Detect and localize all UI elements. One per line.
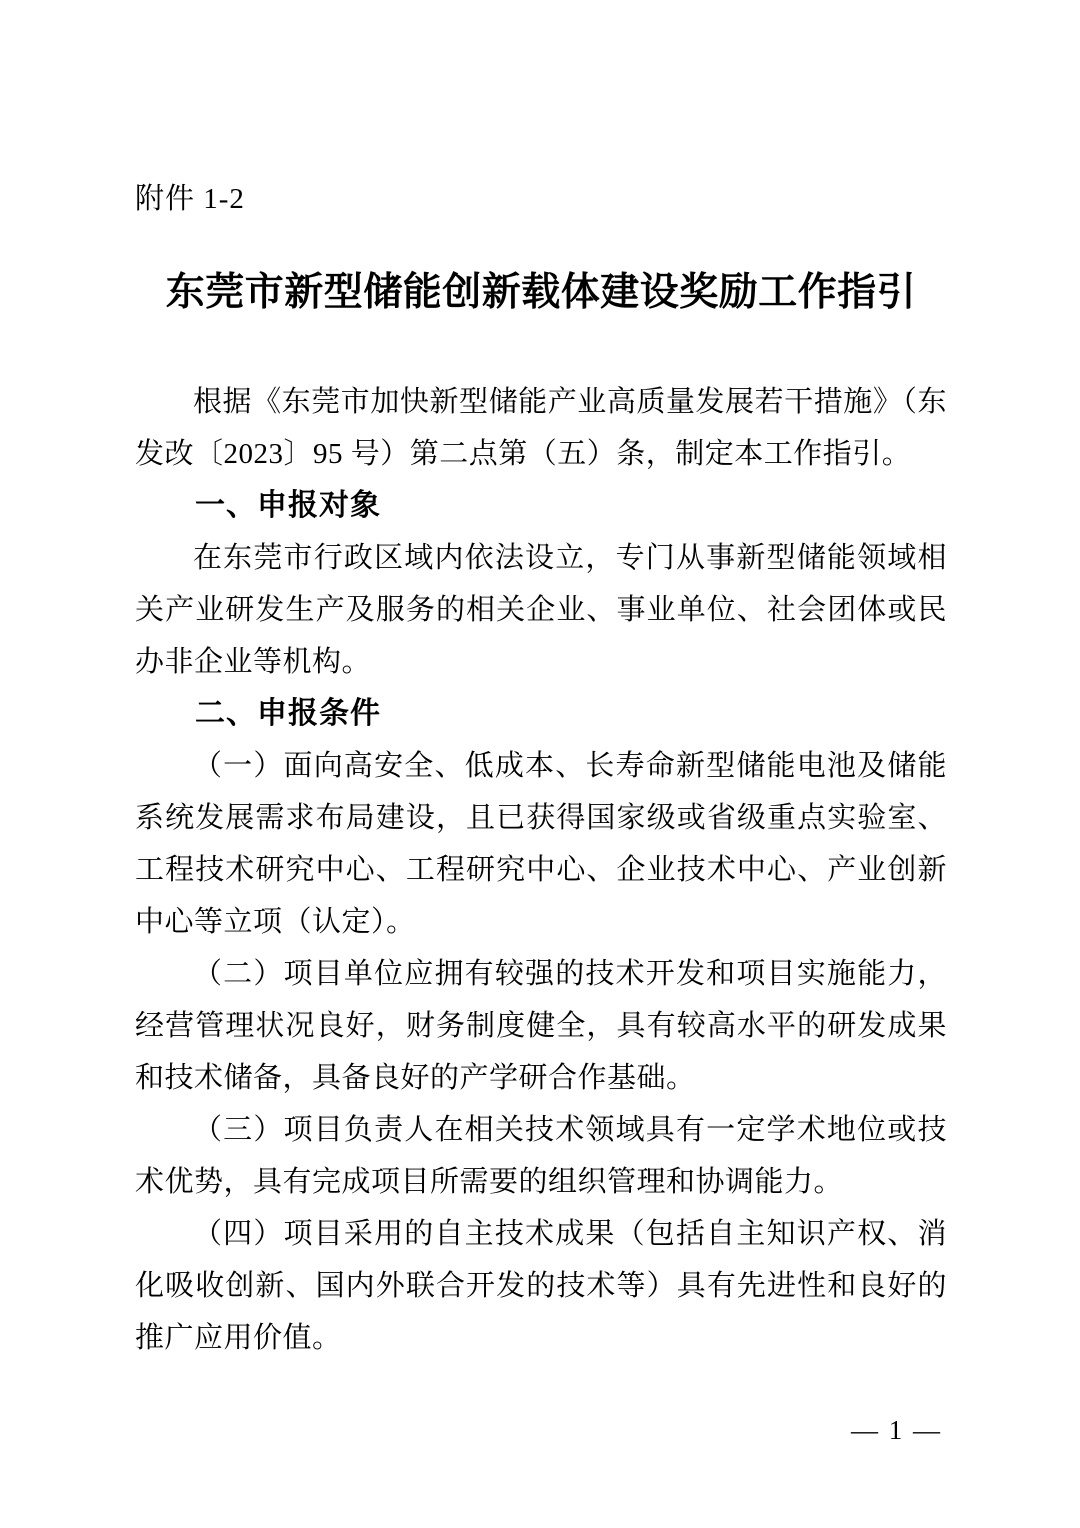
document-body <box>135 376 947 1364</box>
attachment-label: 附件 1-2 <box>135 183 245 215</box>
section1-paragraph: 在东莞市行政区域内依法设立，专门从事新型储能领域相关产业研发生产及服务的相关企业、事业单位、社会团体或民办非企业等机构。 <box>135 542 947 678</box>
condition-paragraph-4: （四）项目采用的自主技术成果（包括自主知识产权、消化吸收创新、国内外联合开发的技术等）具有先进性和良好的推广应用价值。 <box>135 1218 947 1354</box>
intro-paragraph: 根据《东莞市加快新型储能产业高质量发展若干措施》（东发改〔2023〕95 号）第二点第（五）条，制定本工作指引。 <box>135 386 947 470</box>
section-heading-application-conditions: 二、申报条件 <box>195 697 381 730</box>
condition-paragraph-2: （二）项目单位应拥有较强的技术开发和项目实施能力，经营管理状况良好，财务制度健全，具有较高水平的研发成果和技术储备，具备良好的产学研合作基础。 <box>135 958 947 1094</box>
condition-paragraph-1: （一）面向高安全、低成本、长寿命新型储能电池及储能系统发展需求布局建设，且已获得国家级或省级重点实验室、工程技术研究中心、工程研究中心、企业技术中心、产业创新中心等立项（认定）。 <box>135 750 947 938</box>
section-heading-application-targets: 一、申报对象 <box>195 489 381 522</box>
document-title: 东莞市新型储能创新载体建设奖励工作指引 <box>165 271 917 314</box>
page-number: — 1 — <box>851 1415 942 1445</box>
condition-paragraph-3: （三）项目负责人在相关技术领域具有一定学术地位或技术优势，具有完成项目所需要的组织管理和协调能力。 <box>135 1114 947 1198</box>
document-content <box>135 0 947 1364</box>
